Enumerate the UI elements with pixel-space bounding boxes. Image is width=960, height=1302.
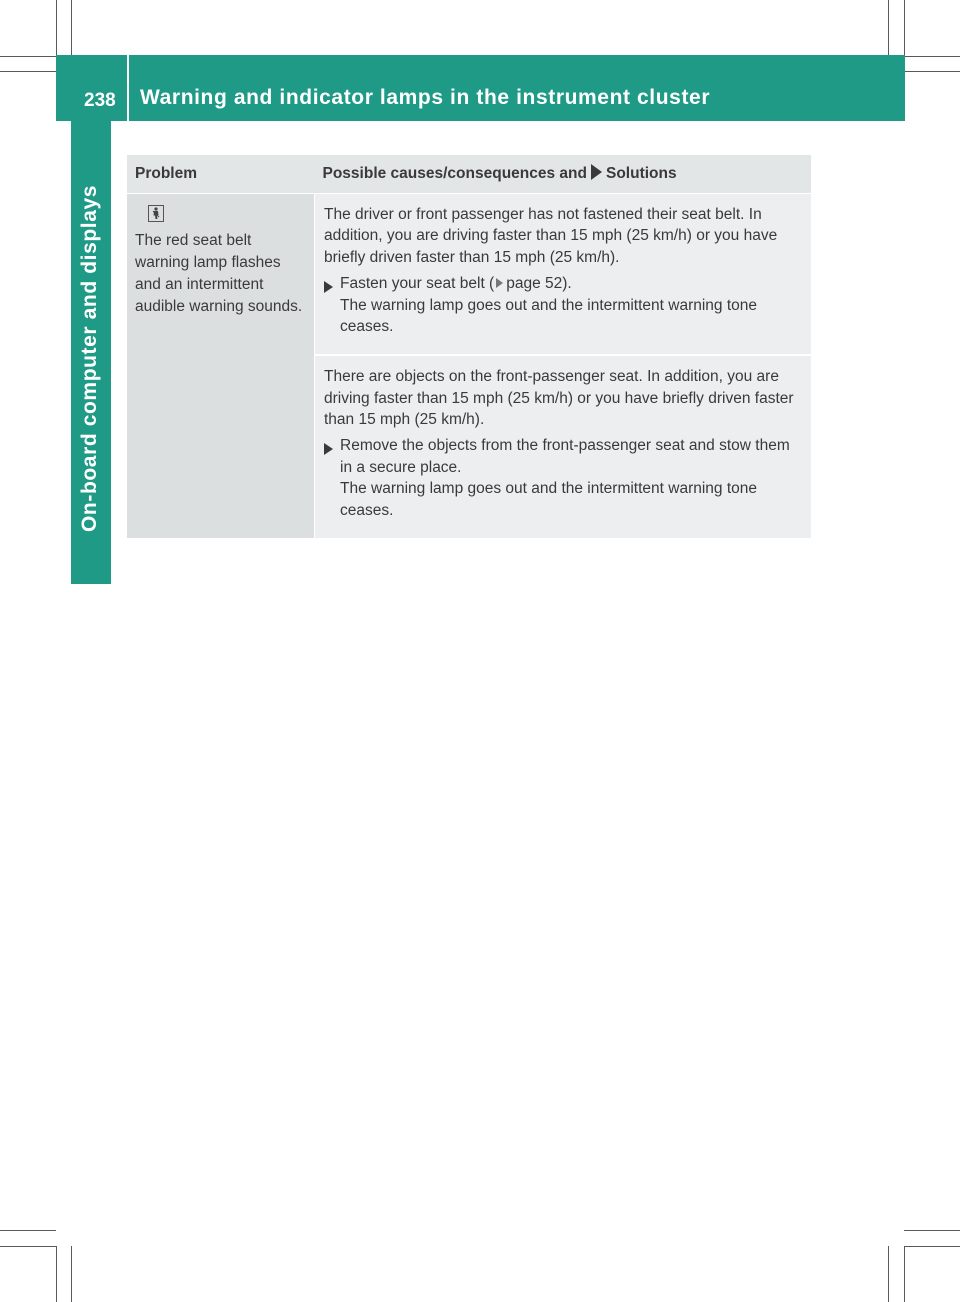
- result-text: The warning lamp goes out and the intermittent warning tone ceases.: [340, 296, 758, 336]
- column-header-solutions-suffix: Solutions: [605, 165, 677, 182]
- crop-mark: [888, 0, 889, 56]
- table-row: [127, 193, 811, 355]
- table-header-row: [127, 155, 811, 193]
- crop-mark: [71, 1246, 72, 1302]
- warning-table: [127, 155, 811, 538]
- action-item: [324, 273, 803, 338]
- action-arrow-icon: [324, 443, 333, 455]
- crop-mark: [904, 1246, 905, 1302]
- action-item: [324, 435, 803, 522]
- crop-mark: [904, 0, 905, 56]
- page-reference-icon: [496, 278, 503, 288]
- page-title: Warning and indicator lamps in the instrument cluster: [140, 86, 711, 109]
- seat-belt-warning-icon: [148, 205, 164, 222]
- cause-text: The driver or front passenger has not fastened their seat belt. In addition, you are driving faster than 15 mph (25 km/h) or you have briefly driven faster than 15 mph (25 km/h).: [324, 205, 778, 267]
- page-number: 238: [84, 90, 116, 111]
- column-header-solutions: [315, 155, 812, 193]
- solution-cell: [315, 193, 812, 355]
- crop-mark: [56, 1246, 57, 1302]
- problem-text: The red seat belt warning lamp flashes and an intermittent audible warning sounds.: [135, 232, 303, 315]
- cause-text: There are objects on the front-passenger seat. In addition, you are driving faster than 15 mph (25 km/h) or you have briefly driven faster than 15 mph (25 km/h).: [324, 367, 794, 429]
- result-text: The warning lamp goes out and the intermittent warning tone ceases.: [340, 480, 758, 520]
- action-text: Fasten your seat belt (: [340, 274, 495, 292]
- crop-mark: [904, 1246, 960, 1247]
- crop-mark: [888, 1246, 889, 1302]
- crop-mark: [904, 1230, 960, 1231]
- crop-mark: [904, 56, 960, 57]
- action-arrow-icon: [324, 281, 333, 293]
- solution-cell: [315, 355, 812, 538]
- crop-mark: [71, 0, 72, 56]
- crop-mark: [904, 71, 960, 72]
- crop-mark: [0, 1230, 56, 1231]
- crop-mark: [0, 1246, 56, 1247]
- page-reference-link[interactable]: page 52).: [506, 274, 572, 292]
- action-text: Remove the objects from the front-passenger seat and stow them in a secure place.: [340, 437, 790, 476]
- side-tab-label: On-board computer and displays: [78, 184, 101, 532]
- action-arrow-icon: [591, 164, 602, 180]
- crop-mark: [56, 0, 57, 56]
- column-header-solutions-prefix: Possible causes/consequences and: [322, 165, 587, 182]
- column-header-problem: Problem: [127, 155, 315, 193]
- problem-cell: [127, 193, 315, 538]
- crop-mark: [0, 71, 56, 72]
- header-divider: [127, 55, 129, 121]
- crop-mark: [0, 56, 56, 57]
